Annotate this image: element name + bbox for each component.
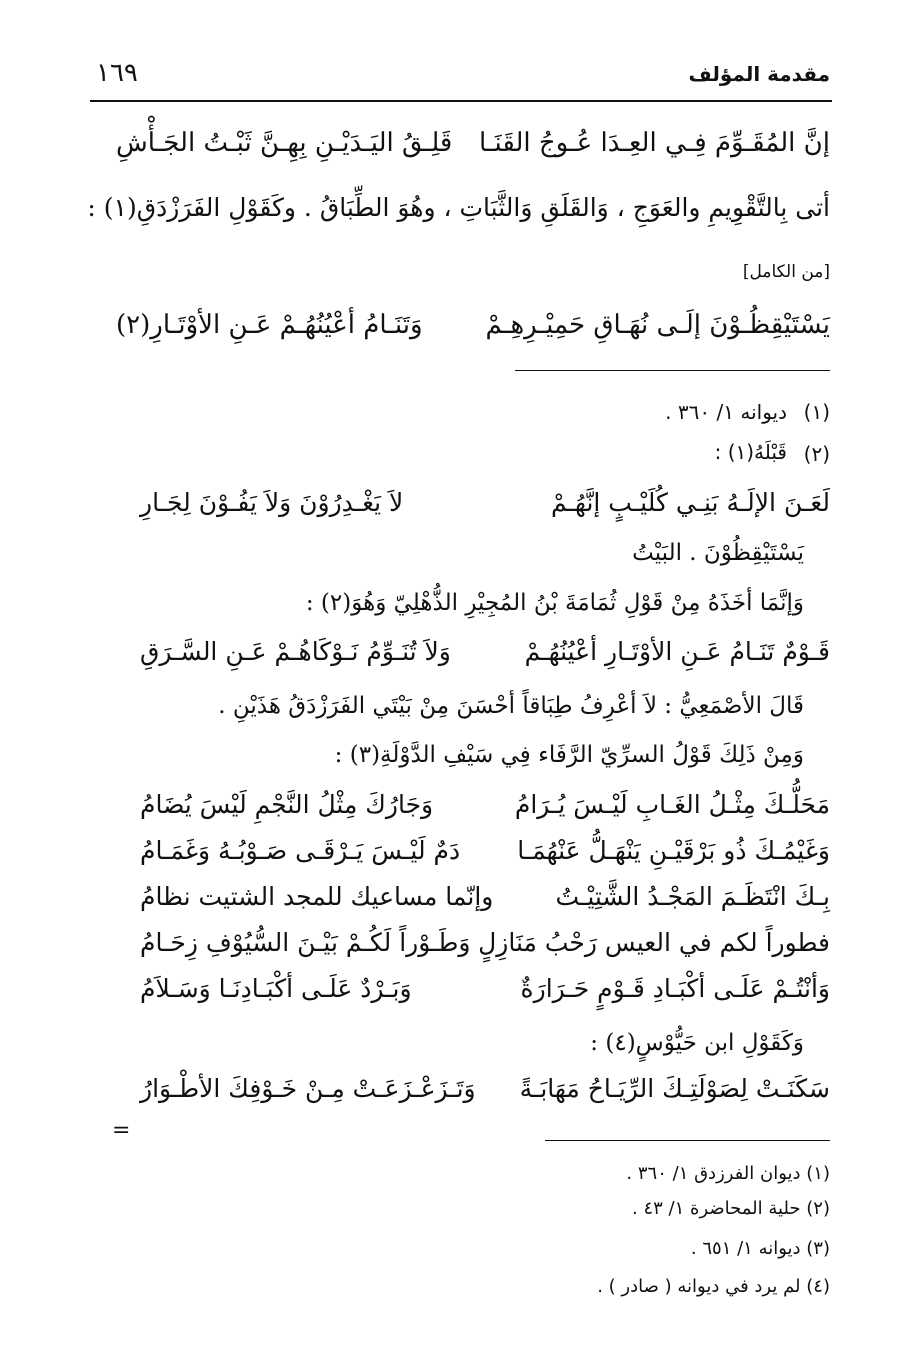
- poem-line-3-left: وإنّما مساعيك للمجد الشتيت نظامُ: [140, 882, 494, 911]
- footnote-4: (٤) لم يرد في ديوانه ( صادر ) .: [597, 1276, 830, 1297]
- verse1-first-hemistich: إنَّ المُقَـوِّمَ فِـي العِـدَا عُـوجُ القَنَـا: [478, 128, 830, 158]
- poem-line-1-right: مَحَلُّـكَ مِثْـلُ الغَـابِ لَيْـسَ يُـرَامُ: [514, 790, 830, 819]
- note2-text: قَبْلَهُ(١) :: [714, 440, 787, 464]
- main-prose-line: أتى بِالتَّقْوِيمِ والعَوَجِ ، وَالقَلَقِ وَالثَّبَاتِ ، وهُوَ الطِّبَاقُ . وكَقَوْلِ الفَرَزْدَقِ(١) :: [87, 193, 830, 222]
- poem-line-4-left: وَطَـوْراً لَكُـمْ بَيْـنَ السُّيُوْفِ زِحَـامُ: [140, 928, 471, 957]
- note-line-5: وَكَقَوْلِ ابن حَيُّوْسٍ(٤) :: [590, 1030, 804, 1056]
- quote3-second-hemistich: وَتَـزَعْـزَعَـتْ مِـنْ خَـوْفِكَ الأطْـوَارُ: [140, 1074, 476, 1103]
- quote2-second-hemistich: وَلاَ تُنَـوِّمُ نَـوْكَاهُـمْ عَـنِ السَّـرَقِ: [140, 637, 451, 666]
- note1-text: ديوانه ١/ ٣٦٠ .: [665, 400, 787, 424]
- continuation-mark: =: [112, 1118, 131, 1143]
- poem-line-3-right: بِـكَ انْتَظَـمَ المَجْـدُ الشَّتِيْـتُ: [555, 882, 830, 911]
- note1-number: (١): [803, 400, 830, 424]
- footnotes-separator: [545, 1140, 830, 1141]
- note-line-1: يَسْتَيْقِظُوْنَ . البَيْتُ: [632, 540, 804, 566]
- note-line-2: وَإنَّمَا أخَذَهُ مِنْ قَوْلِ ثُمَامَةَ بْنُ المُجِيْرِ الذُّهْلِيّ وَهُوَ(٢) :: [305, 590, 804, 616]
- footnote-2: (٢) حلية المحاضرة ١/ ٤٣ .: [632, 1198, 830, 1219]
- quote1-second-hemistich: لاَ يَغْـدِرُوْنَ وَلاَ يَفُـوْنَ لِجَـارِ: [140, 488, 404, 517]
- footnote-1: (١) ديوان الفرزدق ١/ ٣٦٠ .: [626, 1163, 830, 1184]
- verse2-first-hemistich: يَسْتَيْقِظُـوْنَ إلَـى نُهَـاقِ حَمِيْـرِهِـمْ: [485, 310, 830, 340]
- note-line-3: قَالَ الأصْمَعِيُّ : لاَ أعْرِفُ طِبَاقاً أحْسَنَ مِنْ بَيْتَي الفَرَزْدَقُ هَذَيْنِ .: [218, 693, 804, 719]
- quote3-first-hemistich: سَكَنَـتْ لِصَوْلَتِـكَ الرِّيَـاحُ مَهَابَـةً: [519, 1074, 830, 1103]
- poem-line-5-right: وَأنْتُـمْ عَلَـى أكْبَـادِ قَـوْمٍ حَـرَارَةٌ: [520, 974, 830, 1003]
- quote2-first-hemistich: قَـوْمٌ تَنَـامُ عَـنِ الأوْتَـارِ أعْيُنُهُـمْ: [524, 637, 830, 666]
- note2-number: (٢): [803, 442, 830, 466]
- running-header-title: مقدمة المؤلف: [688, 62, 830, 86]
- poem-line-5-left: وَبَـرْدٌ عَلَـى أكْبَـادِنَـا وَسَـلاَمُ: [140, 974, 412, 1003]
- notes-separator: [515, 370, 830, 371]
- verse2-second-hemistich: وَتَنَـامُ أعْيُنُهُـمْ عَـنِ الأوْتَـارِ(٢): [116, 310, 423, 340]
- header-rule: [90, 100, 832, 102]
- quote1-first-hemistich: لَعَـنَ الإلَـهُ بَنِـي كُلَيْـبٍ إنَّهُـمْ: [550, 488, 830, 517]
- poem-line-1-left: وَجَارُكَ مِثْلُ النَّجْمِ لَيْسَ يُضَامُ: [140, 790, 434, 819]
- note-line-4: وَمِنْ ذَلِكَ قَوْلُ السرِّيّ الرَّفَاء فِي سَيْفِ الدَّوْلَةِ(٣) :: [334, 742, 804, 768]
- footnote-3: (٣) ديوانه ١/ ٦٥١ .: [690, 1238, 830, 1259]
- meter-label: [من الكامل]: [742, 262, 830, 282]
- poem-line-2-right: وَغَيْمُـكَ ذُو بَرْقَيْـنِ يَنْهَـلُّ عَنْهُمَـا: [517, 836, 830, 865]
- verse1-second-hemistich: قَلِـقُ اليَـدَيْـنِ بِهِـنَّ ثَبْـتُ الجَـأْشِ: [116, 128, 453, 158]
- poem-line-2-left: دَمٌ لَيْـسَ يَـرْقَـى صَـوْبُـهُ وَغَمَـامُ: [140, 836, 461, 865]
- poem-line-4-right: فطوراً لكم في العيس رَحْبُ مَنَازِلٍ: [478, 928, 830, 957]
- page-number: ١٦٩: [96, 58, 138, 88]
